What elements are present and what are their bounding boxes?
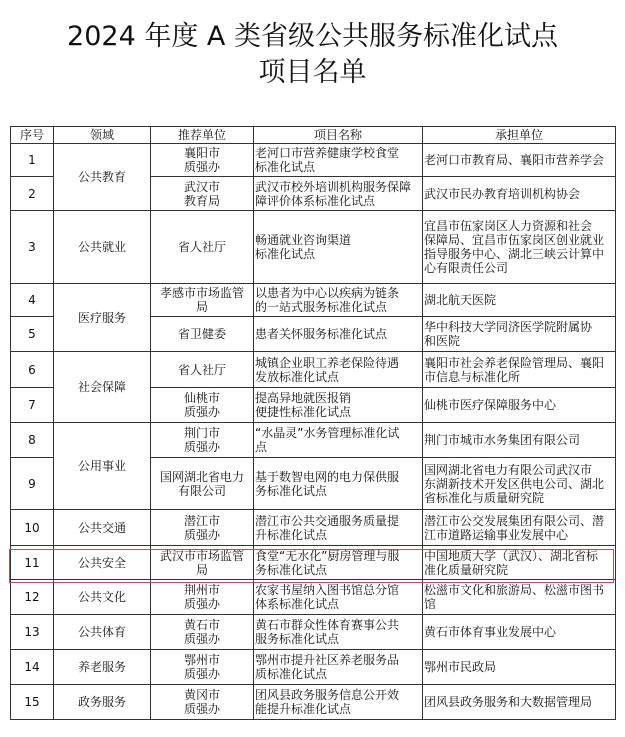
row-no: 11	[11, 546, 54, 580]
doc-title-line1: 2024 年度 A 类省级公共服务标准化试点	[67, 21, 558, 52]
row-no: 13	[11, 615, 54, 650]
row-no: 6	[11, 352, 54, 388]
row-project: 农家书屋纳入图书馆总分馆 体系标准化试点	[254, 580, 423, 615]
row-field: 公用事业	[54, 423, 151, 510]
row-no: 3	[11, 211, 54, 284]
row-no: 7	[11, 388, 54, 423]
header-field: 领域	[54, 127, 151, 144]
row-no: 1	[11, 144, 54, 177]
row-recommender: 荆门市 质强办	[151, 423, 254, 458]
table-row	[11, 580, 616, 615]
row-undertaker: 潜江市公交发展集团有限公司、潜 江市道路运输事业发展中心	[423, 510, 616, 546]
row-field: 公共体育	[54, 615, 151, 650]
row-project: 潜江市公共交通服务质量提 升标准化试点	[254, 510, 423, 546]
row-undertaker: 武汉市民办教育培训机构协会	[423, 177, 616, 211]
header-undertaker: 承担单位	[423, 127, 616, 144]
table-row	[11, 510, 616, 546]
row-undertaker: 仙桃市医疗保障服务中心	[423, 388, 616, 423]
row-project: 武汉市校外培训机构服务保障 障评价体系标准化试点	[254, 177, 423, 211]
row-field: 养老服务	[54, 650, 151, 685]
row-field: 公共教育	[54, 144, 151, 211]
row-recommender: 潜江市 质强办	[151, 510, 254, 546]
row-project: 城镇企业职工养老保险待遇 发放标准化试点	[254, 352, 423, 388]
row-recommender: 襄阳市 质强办	[151, 144, 254, 177]
row-recommender: 省人社厅	[151, 211, 254, 284]
row-project: 畅通就业咨询渠道 标准化试点	[254, 211, 423, 284]
row-recommender: 省卫健委	[151, 317, 254, 352]
row-undertaker: 湖北航天医院	[423, 284, 616, 317]
row-no: 9	[11, 458, 54, 510]
row-recommender: 省人社厅	[151, 352, 254, 388]
row-project: “水晶灵”水务管理标准化试 点	[254, 423, 423, 458]
table-header-row	[11, 127, 616, 144]
row-recommender: 孝感市市场监管 局	[151, 284, 254, 317]
header-recommender: 推荐单位	[151, 127, 254, 144]
table-row-highlighted	[11, 546, 616, 580]
row-field: 公共交通	[54, 510, 151, 546]
row-project: 提高异地就医报销 便捷性标准化试点	[254, 388, 423, 423]
table-row	[11, 284, 616, 317]
row-project: 鄂州市提升社区养老服务品 质标准化试点	[254, 650, 423, 685]
table-row	[11, 423, 616, 458]
table-row	[11, 650, 616, 685]
row-undertaker: 中国地质大学（武汉）、湖北省标 准化质量研究院	[423, 546, 616, 580]
row-undertaker: 老河口市教育局、襄阳市营养学会	[423, 144, 616, 177]
row-project: 患者关怀服务标准化试点	[254, 317, 423, 352]
row-no: 5	[11, 317, 54, 352]
header-project: 项目名称	[254, 127, 423, 144]
row-project: 团风县政务服务信息公开效 能提升标准化试点	[254, 685, 423, 720]
row-undertaker: 鄂州市民政局	[423, 650, 616, 685]
row-field: 公共就业	[54, 211, 151, 284]
row-undertaker: 荆门市城市水务集团有限公司	[423, 423, 616, 458]
row-recommender: 荆州市 质强办	[151, 580, 254, 615]
row-no: 12	[11, 580, 54, 615]
row-recommender: 黄石市 质强办	[151, 615, 254, 650]
row-recommender: 黄冈市 质强办	[151, 685, 254, 720]
row-recommender: 鄂州市 质强办	[151, 650, 254, 685]
row-field: 公共文化	[54, 580, 151, 615]
row-no: 4	[11, 284, 54, 317]
pilot-table	[10, 126, 616, 720]
row-project: 黄石市群众性体育赛事公共 服务标准化试点	[254, 615, 423, 650]
row-project: 以患者为中心以疾病为链条 的一站式服务标准化试点	[254, 284, 423, 317]
row-no: 8	[11, 423, 54, 458]
row-undertaker: 宜昌市伍家岗区人力资源和社会 保障局、宜昌市伍家岗区创业就业 指导服务中心、湖北三峡云计算中 心有限责任公司	[423, 211, 616, 284]
row-recommender: 国网湖北省电力 有限公司	[151, 458, 254, 510]
row-recommender: 武汉市 教育局	[151, 177, 254, 211]
row-undertaker: 黄石市体育事业发展中心	[423, 615, 616, 650]
row-project: 基于数智电网的电力保供服 务标准化试点	[254, 458, 423, 510]
row-recommender: 武汉市市场监管 局	[151, 546, 254, 580]
row-field: 医疗服务	[54, 284, 151, 352]
row-undertaker: 襄阳市社会养老保险管理局、襄阳 市信息与标准化所	[423, 352, 616, 388]
row-field: 公共安全	[54, 546, 151, 580]
row-project: 老河口市营养健康学校食堂 标准化试点	[254, 144, 423, 177]
table-row	[11, 211, 616, 284]
row-no: 14	[11, 650, 54, 685]
row-project: 食堂“无水化”厨房管理与服 务标准化试点	[254, 546, 423, 580]
table-row	[11, 615, 616, 650]
row-undertaker: 国网湖北省电力有限公司武汉市 东湖新技术开发区供电公司、湖北 省标准化与质量研究院	[423, 458, 616, 510]
table-row	[11, 685, 616, 720]
row-undertaker: 松滋市文化和旅游局、松滋市图书 馆	[423, 580, 616, 615]
row-no: 2	[11, 177, 54, 211]
row-undertaker: 华中科技大学同济医学院附属协 和医院	[423, 317, 616, 352]
table-row	[11, 352, 616, 388]
row-recommender: 仙桃市 质强办	[151, 388, 254, 423]
table-row	[11, 144, 616, 177]
doc-title-line2: 项目名单	[258, 57, 367, 88]
header-no: 序号	[11, 127, 54, 144]
row-undertaker: 团风县政务服务和大数据管理局	[423, 685, 616, 720]
row-no: 15	[11, 685, 54, 720]
row-no: 10	[11, 510, 54, 546]
row-field: 政务服务	[54, 685, 151, 720]
row-field: 社会保障	[54, 352, 151, 423]
